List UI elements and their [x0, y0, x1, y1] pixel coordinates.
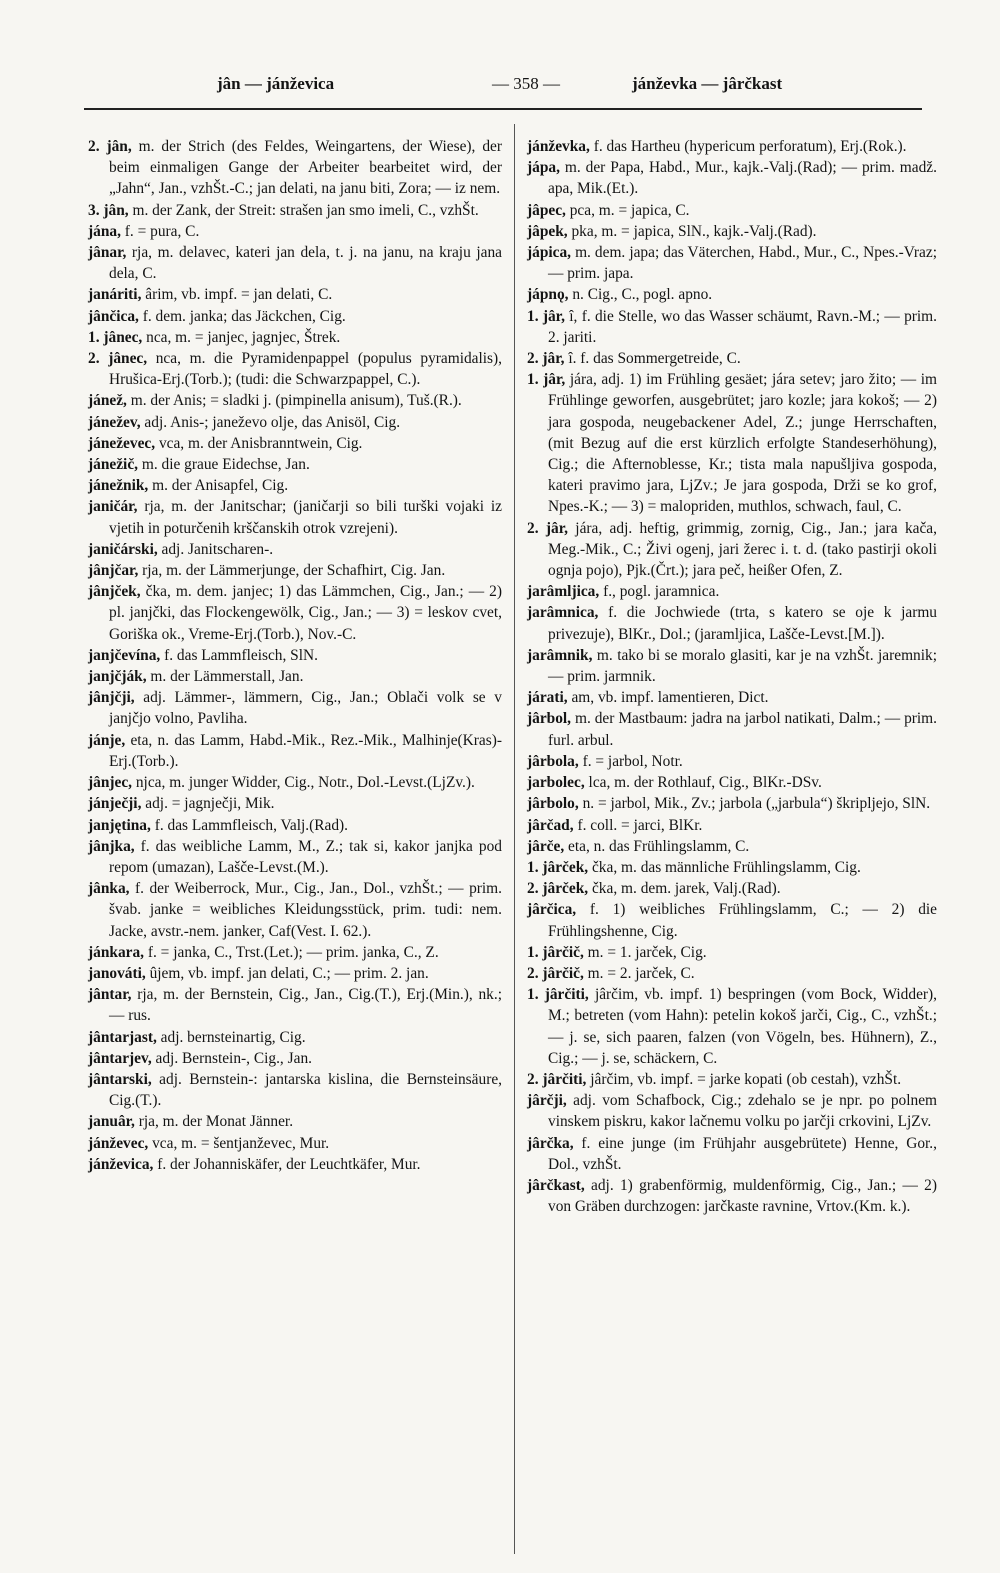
entry-headword: jánževica, [88, 1155, 154, 1173]
entry-headword: jârče, [527, 837, 565, 855]
entry-definition: jára, adj. heftig, grimmig, zornig, Cig., Jan.; jara kača, Meg.-Mik., C.; Živi ogenj, jari žerec i. t. d. (tako pastirji okoli ognja pojo), Pjk.(Črt.); jara peč, heißer Ofen, Z. [548, 519, 937, 580]
entry-headword: jântarjast, [88, 1028, 157, 1046]
dictionary-entry [527, 348, 937, 369]
entry-definition: pka, m. = japica, SlN., kajk.-Valj.(Rad). [567, 222, 817, 240]
dictionary-entry [88, 200, 502, 221]
entry-headword: jarâmnica, [527, 604, 599, 622]
dictionary-entry [88, 815, 502, 836]
dictionary-entry [88, 221, 502, 242]
entry-headword: jarâmnik, [527, 646, 593, 664]
dictionary-entry [88, 730, 502, 772]
entry-definition: rja, m. delavec, kateri jan dela, t. j. na janu, na kraju jana dela, C. [109, 244, 502, 283]
entry-headword: jârčica, [527, 901, 577, 919]
entry-headword: jârbola, [527, 752, 579, 770]
entry-headword: jânjčji, [88, 689, 135, 707]
dictionary-entry [527, 793, 937, 814]
entry-headword: jânčica, [88, 307, 139, 325]
entry-headword: jânjec, [88, 774, 133, 792]
entry-definition: n. = jarbol, Mik., Zv.; jarbola („jarbula“) škripljejo, SlN. [578, 795, 931, 813]
dictionary-entry [88, 1133, 502, 1154]
entry-headword: jâpek, [527, 222, 568, 240]
entry-headword: jáneževec, [88, 434, 156, 452]
entry-definition: adj. Bernstein-, Cig., Jan. [151, 1049, 312, 1067]
dictionary-entry [88, 666, 502, 687]
entry-definition: njca, m. junger Widder, Cig., Notr., Dol.-Levst.(LjZv.). [132, 774, 475, 792]
entry-definition: rja, m. der Lämmerjunge, der Schafhirt, Cig. Jan. [138, 562, 446, 580]
entry-definition: čka, m. das männliche Frühlingslamm, Cig. [588, 858, 861, 876]
dictionary-entry [88, 1027, 502, 1048]
entry-headword: jápnǫ, [527, 286, 569, 304]
entry-definition: adj. 1) grabenförmig, muldenförmig, Cig., Jan.; — 2) von Gräben durchzogen: jarčkaste ravnine, Vrtov.(Km. k.). [548, 1176, 937, 1216]
entry-headword: jânjčar, [88, 562, 139, 580]
dictionary-entry [88, 539, 502, 560]
dictionary-entry [527, 899, 937, 941]
dictionary-entry [88, 348, 502, 390]
entry-headword: jârbolo, [527, 795, 579, 813]
entry-definition: jára, adj. 1) im Frühling gesäet; jára setev; jaro žito; — im Frühlinge geworfen, ausgebrütet; jaro kozle; jara kokoš; — 2) jara gospoda, neugebackener Adel, Z.; junge Herrschaften, (mit Bezug auf die erst kürzlich erfolgte Standeserhöhung), Cig.; die Afternoblesse, Kr.; tista mala napušljiva gospoda, kateri pravimo jara, LjZv.; Je jara gospoda, Drži se ko grof, Npes.-K.; — 3) = malopriden, muthlos, schwach, faul, C. [548, 371, 937, 516]
entry-headword: jána, [88, 222, 121, 240]
dictionary-entry [88, 1154, 502, 1175]
entry-headword: 3. jân, [88, 201, 129, 219]
entry-definition: f. das weibliche Lamm, M., Z.; tak si, kakor janjka pod repom (umazan), Lašče-Levst.(M.). [109, 837, 502, 876]
entry-definition: f. das Lammfleisch, SlN. [160, 646, 318, 664]
entry-headword: jánežič, [88, 456, 138, 474]
entry-definition: f., pogl. jaramnica. [599, 583, 720, 601]
dictionary-entry [527, 751, 937, 772]
entry-headword: 1. jârčiti, [527, 986, 589, 1004]
entry-definition: rja, m. der Bernstein, Cig., Jan., Cig.(T.), Erj.(Min.), nk.; — rus. [109, 986, 502, 1025]
header-rule [84, 108, 922, 110]
entry-headword: jârčad, [527, 816, 574, 834]
dictionary-entry [88, 306, 502, 327]
entry-headword: janičár, [88, 498, 138, 516]
dictionary-entry [88, 454, 502, 475]
page-number: — 358 — [492, 74, 560, 93]
page-header [84, 74, 920, 102]
entry-definition: adj. Bernstein-: jantarska kislina, die Bernsteinsäure, Cig.(T.). [109, 1070, 502, 1110]
dictionary-entry [527, 284, 937, 305]
entry-definition: m. der Anisapfel, Cig. [148, 477, 289, 495]
entry-headword: janičárski, [88, 540, 158, 558]
entry-definition: f. das Lammfleisch, Valj.(Rad). [150, 816, 349, 834]
entry-headword: jârčka, [527, 1134, 574, 1152]
dictionary-entry [88, 645, 502, 666]
entry-headword: januâr, [88, 1113, 135, 1131]
entry-headword: 2. jârček, [527, 880, 589, 898]
dictionary-entry [88, 581, 502, 645]
right-column [527, 136, 937, 1217]
entry-headword: jârčkast, [527, 1176, 585, 1194]
entry-headword: 1. jâr, [527, 307, 565, 325]
dictionary-entry [527, 242, 937, 284]
dictionary-entry [527, 602, 937, 644]
entry-headword: járati, [527, 689, 568, 707]
dictionary-entry [527, 963, 937, 984]
entry-definition: m. der Mastbaum: jadra na jarbol natikati, Dalm.; — prim. furl. arbul. [548, 710, 937, 749]
entry-definition: rja, m. der Monat Jänner. [134, 1113, 294, 1131]
entry-headword: jântarski, [88, 1070, 152, 1088]
dictionary-entry [88, 496, 502, 538]
dictionary-entry [88, 284, 502, 305]
entry-headword: jánževec, [88, 1134, 149, 1152]
dictionary-entry [527, 306, 937, 348]
dictionary-entry [88, 560, 502, 581]
dictionary-entry [527, 221, 937, 242]
entry-headword: jântar, [88, 986, 132, 1004]
left-column [88, 136, 502, 1175]
entry-headword: jântarjev, [88, 1049, 152, 1067]
dictionary-entry [88, 984, 502, 1026]
entry-headword: jánje, [88, 731, 126, 749]
entry-headword: janjčevína, [88, 646, 161, 664]
entry-definition: adj. Lämmer-, lämmern, Cig., Jan.; Oblači volk se v janjčjo volno, Pavliha. [109, 689, 502, 728]
dictionary-entry [527, 1090, 937, 1132]
entry-headword: 2. jâr, [527, 519, 568, 537]
dictionary-entry [527, 984, 937, 1069]
entry-headword: 1. jârček, [527, 858, 589, 876]
entry-definition: m. der Lämmerstall, Jan. [146, 668, 304, 686]
entry-headword: jánežev, [88, 413, 141, 431]
entry-definition: m. der Strich (des Feldes, Weingartens, der Wiese), der beim einmaligen Gange der Arbeiter bearbeitet wird, der „Jahn“, Jan., vzhŠt.-C.; jan delati, na janu biti, Zora; — iz nem. [109, 138, 502, 198]
entry-definition: f. der Weiberrock, Mur., Cig., Jan., Dol., vzhŠt.; — prim. švab. janke = weibliches Kleidungsstück, prim. tudi: nem. Jacke, avstr.-nem. janker, Caf(Vest. I. 62.). [109, 880, 502, 940]
entry-headword: jânjček, [88, 583, 141, 601]
entry-headword: janjčják, [88, 668, 147, 686]
dictionary-entry [88, 1069, 502, 1111]
dictionary-entry [88, 963, 502, 984]
dictionary-entry [527, 369, 937, 517]
entry-definition: m. die graue Eidechse, Jan. [138, 456, 310, 474]
entry-definition: adj. bernsteinartig, Cig. [156, 1028, 306, 1046]
entry-definition: m. dem. japa; das Väterchen, Habd., Mur., C., Npes.-Vraz; — prim. japa. [548, 244, 937, 283]
entry-definition: n. Cig., C., pogl. apno. [568, 286, 713, 304]
dictionary-entry [88, 242, 502, 284]
entry-definition: f. = jarbol, Notr. [578, 752, 683, 770]
dictionary-entry [527, 942, 937, 963]
entry-headword: jâpec, [527, 201, 566, 219]
dictionary-entry [88, 390, 502, 411]
entry-definition: nca, m. die Pyramidenpappel (populus pyramidalis), Hrušica-Erj.(Torb.); (tudi: die Schwarzpappel, C.). [109, 350, 503, 389]
entry-headword: jarbolec, [527, 774, 585, 792]
entry-headword: 1. jânec, [88, 328, 143, 346]
entry-definition: čka, m. dem. jarek, Valj.(Rad). [588, 880, 781, 898]
entry-headword: 2. jâr, [527, 350, 565, 368]
entry-definition: am, vb. impf. lamentieren, Dict. [567, 689, 769, 707]
entry-headword: 1. jârčič, [527, 943, 584, 961]
dictionary-entry [527, 687, 937, 708]
entry-definition: rja, m. der Janitschar; (janičarji so bili turški vojaki iz vjetih in poturčenih krščanskih otrok vzrejeni). [109, 498, 502, 537]
dictionary-entry [88, 793, 502, 814]
dictionary-entry [527, 878, 937, 899]
entry-definition: m. der Zank, der Streit: strašen jan smo imeli, C., vzhŠt. [128, 201, 479, 219]
entry-headword: 2. jârčič, [527, 964, 584, 982]
entry-definition: vca, m. der Anisbranntwein, Cig. [155, 434, 363, 452]
entry-definition: adj. Anis-; janeževo olje, das Anisöl, Cig. [140, 413, 401, 431]
dictionary-entry [88, 687, 502, 729]
entry-definition: m. der Anis; = sladki j. (pimpinella anisum), Tuš.(R.). [126, 392, 462, 410]
entry-definition: nca, m. = janjec, jagnjec, Štrek. [142, 328, 341, 346]
entry-headword: jârčji, [527, 1092, 567, 1110]
dictionary-entry [88, 433, 502, 454]
dictionary-entry [527, 708, 937, 750]
entry-headword: jânjka, [88, 837, 135, 855]
entry-definition: f. = pura, C. [120, 222, 200, 240]
dictionary-entry [527, 815, 937, 836]
entry-definition: adj. vom Schafbock, Cig.; zdehalo se je npr. po polnem vinskem piskru, kakor lačnemu volku po jarčji crkovini, LjZv. [548, 1092, 937, 1131]
entry-definition: ûjem, vb. impf. jan delati, C.; — prim. 2. jan. [145, 964, 429, 982]
dictionary-entry [88, 772, 502, 793]
entry-definition: pca, m. = japica, C. [565, 201, 690, 219]
entry-definition: m. der Papa, Habd., Mur., kajk.-Valj.(Rad); — prim. madž. apa, Mik.(Et.). [548, 159, 937, 198]
dictionary-entry [88, 136, 502, 200]
entry-definition: m. = 2. jarček, C. [583, 964, 695, 982]
dictionary-entry [527, 1069, 937, 1090]
entry-headword: jarâmljica, [527, 583, 600, 601]
entry-headword: jânar, [88, 244, 127, 262]
dictionary-entry [527, 645, 937, 687]
entry-definition: jârčim, vb. impf. = jarke kopati (ob cestah), vzhŠt. [586, 1070, 902, 1088]
entry-definition: f. eine junge (im Frühjahr ausgebrütete) Henne, Gor., Dol., vzhŠt. [548, 1134, 937, 1173]
dictionary-entry [527, 1133, 937, 1175]
entry-headword: jánječji, [88, 795, 142, 813]
entry-definition: adj. = jagnječji, Mik. [141, 795, 275, 813]
entry-definition: lca, m. der Rothlauf, Cig., BlKr.-DSv. [584, 774, 822, 792]
entry-headword: 2. jân, [88, 138, 132, 155]
dictionary-entry [88, 475, 502, 496]
entry-headword: jânka, [88, 880, 130, 898]
dictionary-entry [88, 1111, 502, 1132]
entry-definition: vca, m. = šentjanževec, Mur. [148, 1134, 330, 1152]
dictionary-entry [527, 581, 937, 602]
dictionary-entry [88, 836, 502, 878]
entry-definition: f. coll. = jarci, BlKr. [573, 816, 703, 834]
entry-definition: eta, n. das Lamm, Habd.-Mik., Rez.-Mik., Malhinje(Kras)-Erj.(Torb.). [109, 731, 502, 770]
dictionary-entry [527, 157, 937, 199]
dictionary-entry [88, 1048, 502, 1069]
dictionary-entry [88, 327, 502, 348]
entry-headword: janjętina, [88, 816, 151, 834]
header-left-guide-words: jân — jánževica [217, 74, 335, 93]
entry-headword: 2. jânec, [88, 350, 148, 368]
entry-headword: jârbol, [527, 710, 572, 728]
entry-definition: f. die Jochwiede (trta, s katero se oje k jarmu privezuje), BlKr., Dol.; (jaramljica, Lašče-Levst.[M.]). [548, 604, 937, 643]
entry-headword: jánež, [88, 392, 127, 410]
entry-definition: î, f. die Stelle, wo das Wasser schäumt, Ravn.-M.; — prim. 2. jariti. [548, 307, 937, 346]
entry-definition: f. dem. janka; das Jäckchen, Cig. [138, 307, 346, 325]
entry-definition: ârim, vb. impf. = jan delati, C. [141, 286, 333, 304]
dictionary-entry [527, 136, 937, 157]
column-divider [514, 124, 515, 1554]
dictionary-entry [88, 412, 502, 433]
dictionary-entry [527, 200, 937, 221]
dictionary-entry [527, 772, 937, 793]
dictionary-entry [88, 942, 502, 963]
dictionary-entry [527, 836, 937, 857]
entry-definition: f. = janka, C., Trst.(Let.); — prim. janka, C., Z. [144, 943, 439, 961]
entry-headword: jánkara, [88, 943, 145, 961]
dictionary-entry [527, 518, 937, 582]
entry-headword: 1. jâr, [527, 371, 566, 389]
entry-definition: čka, m. dem. janjec; 1) das Lämmchen, Cig., Jan.; — 2) pl. janjčki, das Flockengewölk, Cig., Jan.; — 3) = leskov cvet, Goriška ok., Vreme-Erj.(Torb.), Nov.-C. [109, 583, 502, 643]
entry-headword: janováti, [88, 964, 146, 982]
entry-definition: eta, n. das Frühlingslamm, C. [564, 837, 750, 855]
dictionary-entry [88, 878, 502, 942]
entry-headword: 2. jârčiti, [527, 1070, 587, 1088]
entry-definition: m. tako bi se moralo glasiti, kar je na vzhŠt. jaremnik; — prim. jarmnik. [548, 646, 937, 686]
entry-definition: f. 1) weibliches Frühlingslamm, C.; — 2) die Frühlingshenne, Cig. [548, 901, 937, 940]
entry-definition: f. der Johanniskäfer, der Leuchtkäfer, Mur. [153, 1155, 421, 1173]
entry-definition: m. = 1. jarček, Cig. [583, 943, 707, 961]
entry-headword: jánževka, [527, 138, 590, 155]
dictionary-entry [527, 857, 937, 878]
entry-headword: jápa, [527, 159, 560, 177]
entry-definition: jârčim, vb. impf. 1) bespringen (vom Bock, Widder), M.; betreten (vom Hahn): petelin kokoš jarči, Cig., C., vzhŠt.; — j. se, sich paaren, falzen (von Vögeln, bes. Hühnern), Z., Cig.; — j. se, schäckern, C. [548, 986, 937, 1067]
header-right-guide-words: jánževka — jârčkast [632, 74, 783, 93]
entry-headword: jánežnik, [88, 477, 149, 495]
entry-definition: f. das Hartheu (hypericum perforatum), Erj.(Rok.). [589, 138, 907, 155]
entry-headword: jápica, [527, 244, 572, 262]
entry-headword: janáriti, [88, 286, 142, 304]
dictionary-entry [527, 1175, 937, 1217]
entry-definition: î. f. das Sommergetreide, C. [564, 350, 741, 368]
entry-definition: adj. Janitscharen-. [157, 540, 274, 558]
